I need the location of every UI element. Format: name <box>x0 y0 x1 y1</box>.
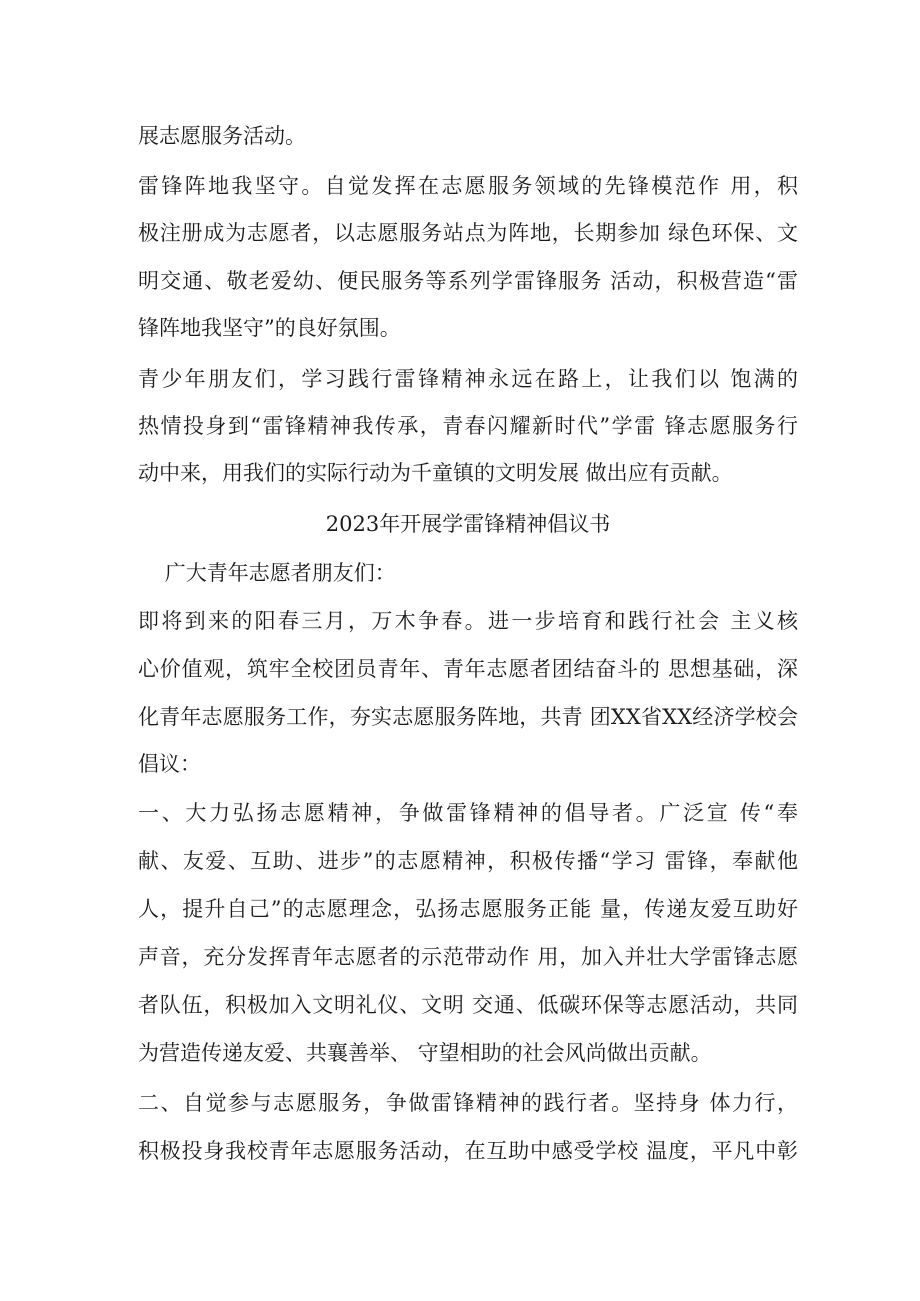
document-title: 2023年开展学雷锋精神倡议书 <box>325 512 611 536</box>
paragraph-line: 青少年朋友们，学习践行雷锋精神永远在路上，让我们以 饱满的 <box>138 367 798 391</box>
paragraph-line: 倡议： <box>138 752 201 776</box>
paragraph-line: 一、大力弘扬志愿精神，争做雷锋精神的倡导者。广泛宣 传“奉 <box>138 801 798 825</box>
paragraph-line: 极注册成为志愿者，以志愿服务站点为阵地，长期参加 绿色环保、文 <box>138 221 798 245</box>
paragraph-line: 人，提升自己”的志愿理念，弘扬志愿服务正能 量，传递友爱互助好 <box>138 897 798 921</box>
paragraph-line: 者队伍，积极加入文明礼仪、文明 交通、低碳环保等志愿活动，共同 <box>138 993 798 1017</box>
paragraph-line: 积极投身我校青年志愿服务活动，在互助中感受学校 温度，平凡中彰 <box>138 1139 798 1163</box>
paragraph-line: 动中来，用我们的实际行动为千童镇的文明发展 做出应有贡献。 <box>138 461 733 485</box>
paragraph-line: 锋阵地我坚守”的良好氛围。 <box>138 316 401 340</box>
paragraph-line: 热情投身到“雷锋精神我传承，青春闪耀新时代”学雷 锋志愿服务行 <box>138 414 798 438</box>
salutation: 广大青年志愿者朋友们： <box>138 561 396 585</box>
paragraph-line: 化青年志愿服务工作，夯实志愿服务阵地，共青 团XX省XX经济学校会 <box>138 705 798 729</box>
paragraph-line: 为营造传递友爱、共襄善举、 守望相助的社会风尚做出贡献。 <box>138 1041 712 1065</box>
paragraph-line: 展志愿服务活动。 <box>138 124 306 148</box>
paragraph-line: 献、友爱、互助、进步”的志愿精神，积极传播“学习 雷锋，奉献他 <box>138 849 798 873</box>
paragraph-line: 二、自觉参与志愿服务，争做雷锋精神的践行者。坚持身 体力行， <box>138 1091 798 1115</box>
paragraph-line: 明交通、敬老爱幼、便民服务等系列学雷锋服务 活动，积极营造“雷 <box>138 269 798 293</box>
paragraph-line: 声音，充分发挥青年志愿者的示范带动作 用，加入并壮大学雷锋志愿 <box>138 945 798 969</box>
paragraph-line: 雷锋阵地我坚守。自觉发挥在志愿服务领域的先锋模范作 用，积 <box>138 174 798 198</box>
paragraph-line: 心价值观，筑牢全校团员青年、青年志愿者团结奋斗的 思想基础，深 <box>138 657 798 681</box>
paragraph-line: 即将到来的阳春三月，万木争春。进一步培育和践行社会 主义核 <box>138 609 798 633</box>
